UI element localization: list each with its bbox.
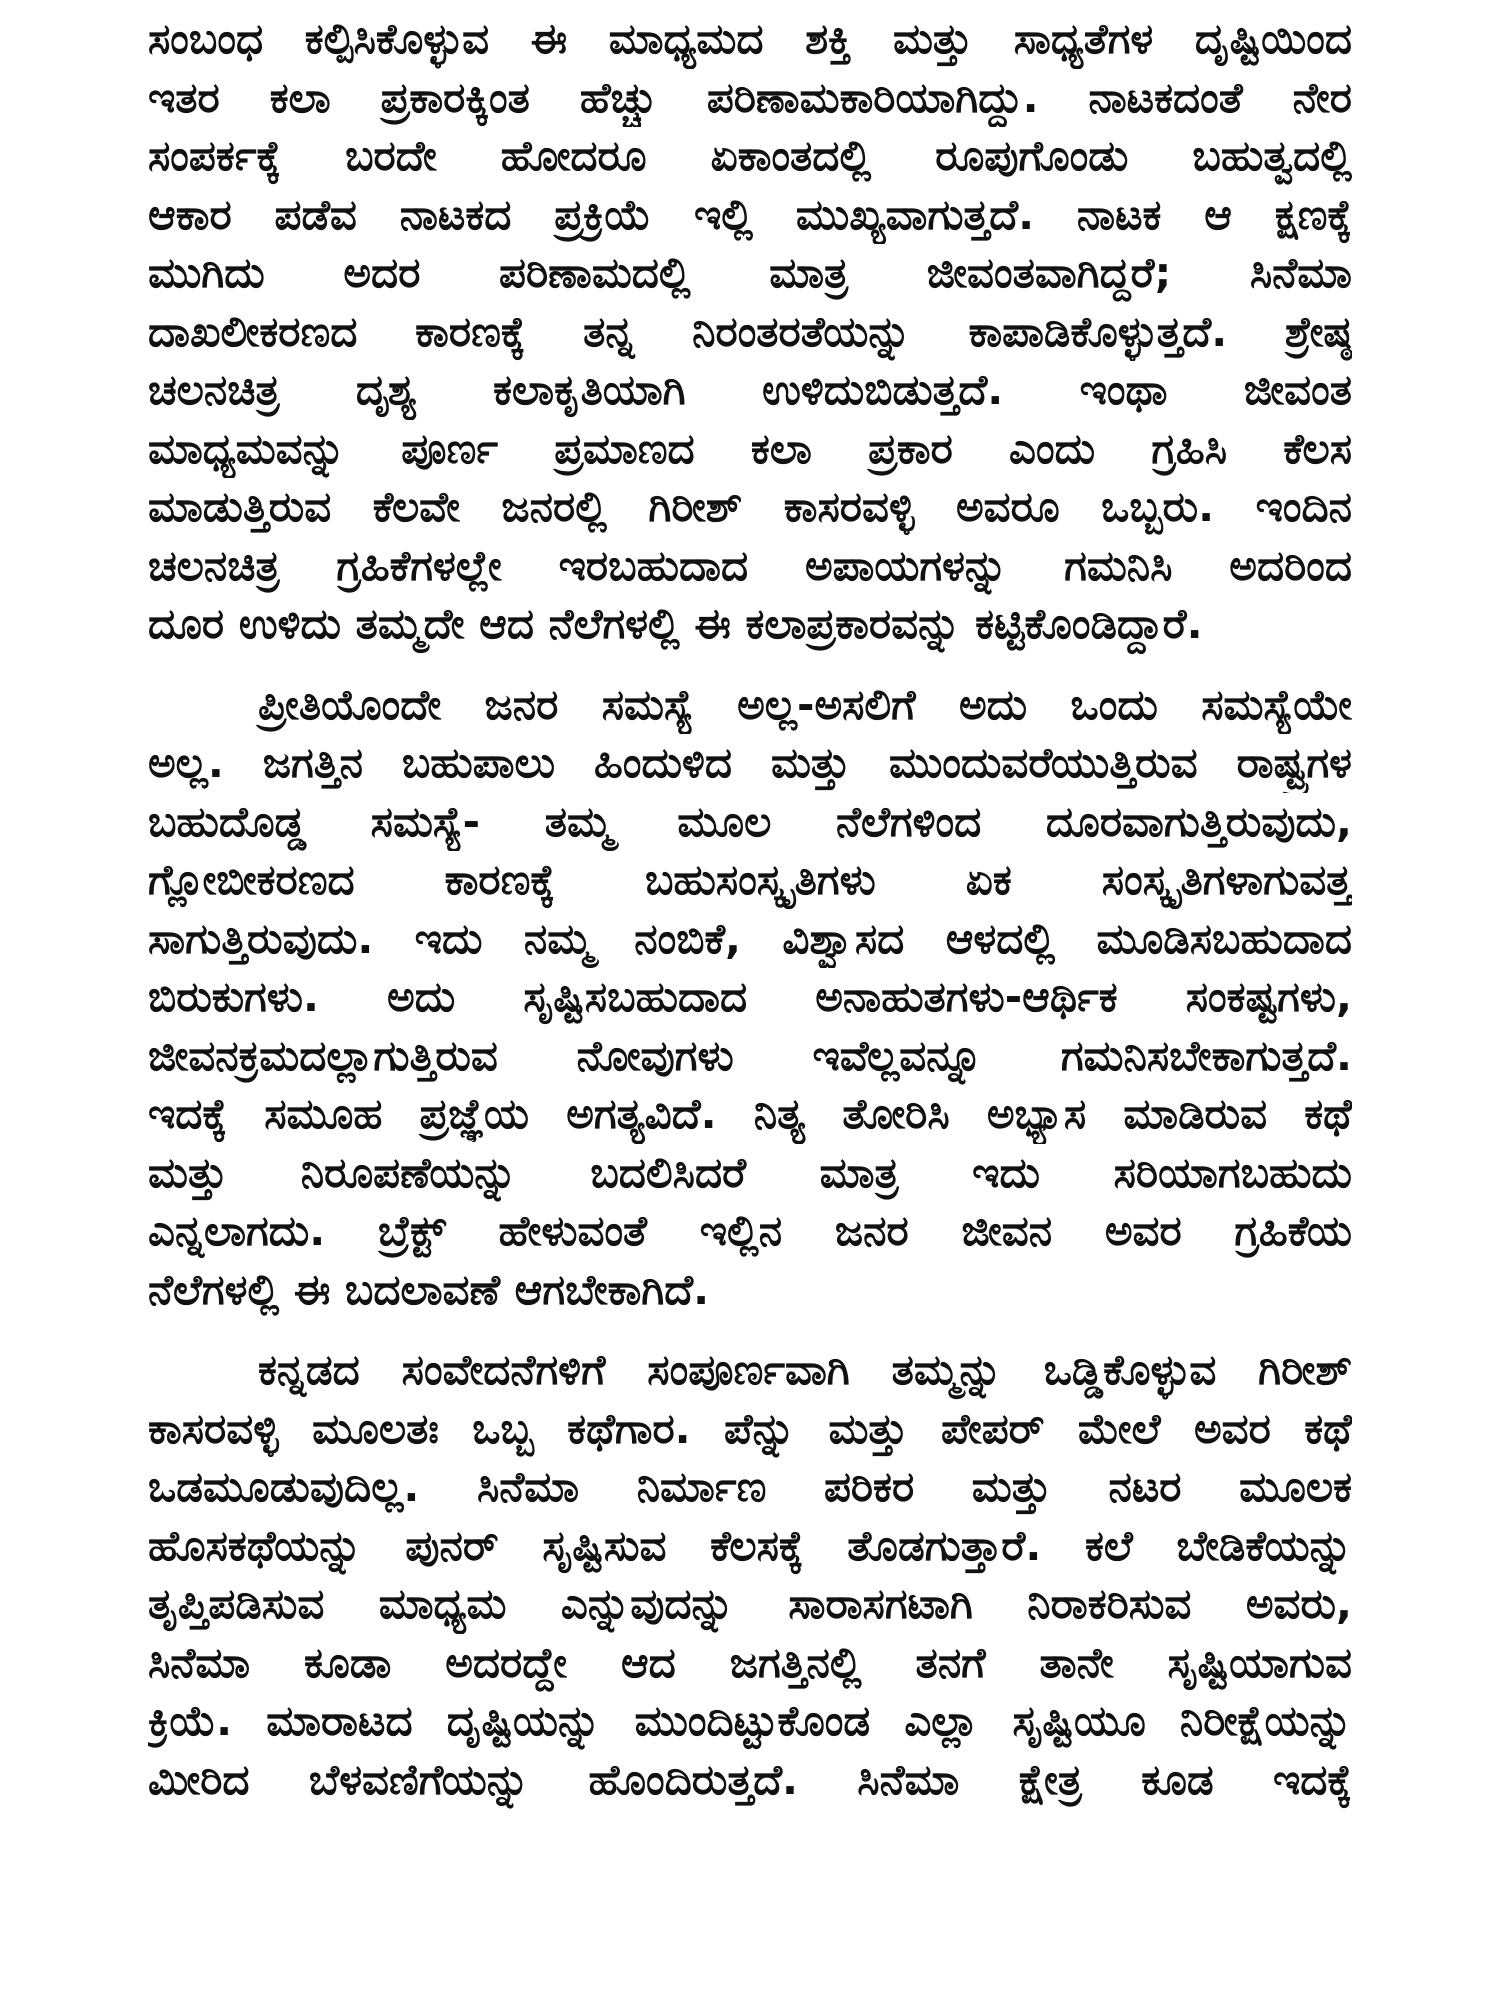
paragraph-3-line-3: ಒಡಮೂಡುವುದಿಲ್ಲ. ಸಿನೆಮಾ ನಿರ್ಮಾಣ ಪರಿಕರ ಮತ್ತು ನಟರ ಮೂಲಕ <box>148 1462 1352 1511</box>
paragraph-1-line-11: ದೂರ ಉಳಿದು ತಮ್ಮದೇ ಆದ ನೆಲೆಗಳಲ್ಲಿ ಈ ಕಲಾಪ್ರಕಾರವನ್ನು ಕಟ್ಟಿಕೊಂಡಿದ್ದಾರೆ. <box>148 599 1203 648</box>
paragraph-gap <box>148 654 1352 676</box>
body-text <box>148 10 1352 1809</box>
paragraph-1-line-2: ಇತರ ಕಲಾ ಪ್ರಕಾರಕ್ಕಿಂತ ಹೆಚ್ಚು ಪರಿಣಾಮಕಾರಿಯಾಗಿದ್ದು. ನಾಟಕದಂತೆ ನೇರ <box>148 72 1352 122</box>
paragraph-1-line-5: ಮುಗಿದು ಅದರ ಪರಿಣಾಮದಲ್ಲಿ ಮಾತ್ರ ಜೀವಂತವಾಗಿದ್ದರೆ; ಸಿನೆಮಾ <box>148 248 1352 297</box>
paragraph-3-line-6: ಸಿನೆಮಾ ಕೂಡಾ ಅದರದ್ದೇ ಆದ ಜಗತ್ತಿನಲ್ಲಿ ತನಗೆ ತಾನೇ ಸೃಷ್ಟಿಯಾಗುವ <box>148 1637 1352 1687</box>
paragraph-2-line-11: ನೆಲೆಗಳಲ್ಲಿ ಈ ಬದಲಾವಣೆ ಆಗಬೇಕಾಗಿದೆ. <box>148 1264 710 1314</box>
paragraph-3-line-5: ತೃಪ್ತಿಪಡಿಸುವ ಮಾಧ್ಯಮ ಎನ್ನುವುದನ್ನು ಸಾರಾಸಗಟಾಗಿ ನಿರಾಕರಿಸುವ ಅವರು, <box>148 1579 1352 1628</box>
paragraph-3-line-2: ಕಾಸರವಳ್ಳಿ ಮೂಲತಃ ಒಬ್ಬ ಕಥೆಗಾರ. ಪೆನ್ನು ಮತ್ತು ಪೇಪರ್ ಮೇಲೆ ಅವರ ಕಥೆ <box>148 1403 1352 1453</box>
paragraph-1-line-3: ಸಂಪರ್ಕಕ್ಕೆ ಬರದೇ ಹೋದರೂ ಏಕಾಂತದಲ್ಲಿ ರೂಪುಗೊಂಡು ಬಹುತ್ವದಲ್ಲಿ <box>148 131 1352 180</box>
paragraph-3-line-8: ಮೀರಿದ ಬೆಳವಣಿಗೆಯನ್ನು ಹೊಂದಿರುತ್ತದೆ. ಸಿನೆಮಾ ಕ್ಷೇತ್ರ ಕೂಡ ಇದಕ್ಕೆ <box>148 1754 1352 1804</box>
paragraph-gap <box>148 1319 1352 1341</box>
paragraph-2-line-5: ಸಾಗುತ್ತಿರುವುದು. ಇದು ನಮ್ಮ ನಂಬಿಕೆ, ವಿಶ್ವಾಸದ ಆಳದಲ್ಲಿ ಮೂಡಿಸಬಹುದಾದ <box>148 913 1352 963</box>
paragraph-2-line-6: ಬಿರುಕುಗಳು. ಅದು ಸೃಷ್ಟಿಸಬಹುದಾದ ಅನಾಹುತಗಳು-ಆರ್ಥಿಕ ಸಂಕಷ್ಟಗಳು, <box>148 972 1352 1021</box>
paragraph-3-line-4: ಹೊಸಕಥೆಯನ್ನು ಪುನರ್ ಸೃಷ್ಟಿಸುವ ಕೆಲಸಕ್ಕೆ ತೊಡಗುತ್ತಾರೆ. ಕಲೆ ಬೇಡಿಕೆಯನ್ನು <box>148 1520 1352 1570</box>
paragraph-2-line-2: ಅಲ್ಲ. ಜಗತ್ತಿನ ಬಹುಪಾಲು ಹಿಂದುಳಿದ ಮತ್ತು ಮುಂದುವರೆಯುತ್ತಿರುವ ರಾಷ್ಟ್ರಗಳ <box>148 738 1352 787</box>
paragraph-1-line-10: ಚಲನಚಿತ್ರ ಗ್ರಹಿಕೆಗಳಲ್ಲೇ ಇರಬಹುದಾದ ಅಪಾಯಗಳನ್ನು ಗಮನಿಸಿ ಅದರಿಂದ <box>148 540 1352 590</box>
paragraph-3-line-7: ಕ್ರಿಯೆ. ಮಾರಾಟದ ದೃಷ್ಟಿಯನ್ನು ಮುಂದಿಟ್ಟುಕೊಂಡ ಎಲ್ಲಾ ಸೃಷ್ಟಿಯೂ ನಿರೀಕ್ಷೆಯನ್ನು <box>148 1696 1352 1745</box>
paragraph-1-line-6: ದಾಖಲೀಕರಣದ ಕಾರಣಕ್ಕೆ ತನ್ನ ನಿರಂತರತೆಯನ್ನು ಕಾಪಾಡಿಕೊಳ್ಳುತ್ತದೆ. ಶ್ರೇಷ್ಠ <box>148 306 1352 356</box>
paragraph-1-line-4: ಆಕಾರ ಪಡೆವ ನಾಟಕದ ಪ್ರಕ್ರಿಯೆ ಇಲ್ಲಿ ಮುಖ್ಯವಾಗುತ್ತದೆ. ನಾಟಕ ಆ ಕ್ಷಣಕ್ಕೆ <box>148 189 1352 239</box>
paragraph-1-line-7: ಚಲನಚಿತ್ರ ದೃಶ್ಯ ಕಲಾಕೃತಿಯಾಗಿ ಉಳಿದುಬಿಡುತ್ತದೆ. ಇಂಥಾ ಜೀವಂತ <box>148 365 1352 414</box>
paragraph-2-line-3: ಬಹುದೊಡ್ಡ ಸಮಸ್ಯೆ- ತಮ್ಮ ಮೂಲ ನೆಲೆಗಳಿಂದ ದೂರವಾಗುತ್ತಿರುವುದು, <box>148 796 1352 846</box>
paragraph-2-line-4: ಗ್ಲೋಬೀಕರಣದ ಕಾರಣಕ್ಕೆ ಬಹುಸಂಸ್ಕೃತಿಗಳು ಏಕ ಸಂಸ್ಕೃತಿಗಳಾಗುವತ್ತ <box>148 855 1352 904</box>
paragraph-2-line-9: ಮತ್ತು ನಿರೂಪಣೆಯನ್ನು ಬದಲಿಸಿದರೆ ಮಾತ್ರ ಇದು ಸರಿಯಾಗಬಹುದು <box>148 1147 1352 1197</box>
paragraph-1-line-9: ಮಾಡುತ್ತಿರುವ ಕೆಲವೇ ಜನರಲ್ಲಿ ಗಿರೀಶ್ ಕಾಸರವಳ್ಳಿ ಅವರೂ ಒಬ್ಬರು. ಇಂದಿನ <box>148 482 1352 531</box>
paragraph-2-line-8: ಇದಕ್ಕೆ ಸಮೂಹ ಪ್ರಜ್ಞೆಯ ಅಗತ್ಯವಿದೆ. ನಿತ್ಯ ತೋರಿಸಿ ಅಭ್ಯಾಸ ಮಾಡಿರುವ ಕಥೆ <box>148 1089 1352 1138</box>
paragraph-1-line-8: ಮಾಧ್ಯಮವನ್ನು ಪೂರ್ಣ ಪ್ರಮಾಣದ ಕಲಾ ಪ್ರಕಾರ ಎಂದು ಗ್ರಹಿಸಿ ಕೆಲಸ <box>148 423 1352 473</box>
paragraph-2-line-10: ಎನ್ನಲಾಗದು. ಬ್ರೆಕ್ಟ್ ಹೇಳುವಂತೆ ಇಲ್ಲಿನ ಜನರ ಜೀವನ ಅವರ ಗ್ರಹಿಕೆಯ <box>148 1206 1352 1255</box>
paragraph-1-line-1: ಸಂಬಂಧ ಕಲ್ಪಿಸಿಕೊಳ್ಳುವ ಈ ಮಾಧ್ಯಮದ ಶಕ್ತಿ ಮತ್ತು ಸಾಧ್ಯತೆಗಳ ದೃಷ್ಟಿಯಿಂದ <box>148 14 1352 63</box>
paragraph-2-line-1: ಪ್ರೀತಿಯೊಂದೇ ಜನರ ಸಮಸ್ಯೆ ಅಲ್ಲ-ಅಸಲಿಗೆ ಅದು ಒಂದು ಸಮಸ್ಯೆಯೇ <box>258 679 1352 729</box>
paragraph-2-line-7: ಜೀವನಕ್ರಮದಲ್ಲಾಗುತ್ತಿರುವ ನೋವುಗಳು ಇವೆಲ್ಲವನ್ನೂ ಗಮನಿಸಬೇಕಾಗುತ್ತದೆ. <box>148 1030 1352 1080</box>
paragraph-3-line-1: ಕನ್ನಡದ ಸಂವೇದನೆಗಳಿಗೆ ಸಂಪೂರ್ಣವಾಗಿ ತಮ್ಮನ್ನು ಒಡ್ಡಿಕೊಳ್ಳುವ ಗಿರೀಶ್ <box>258 1345 1352 1394</box>
